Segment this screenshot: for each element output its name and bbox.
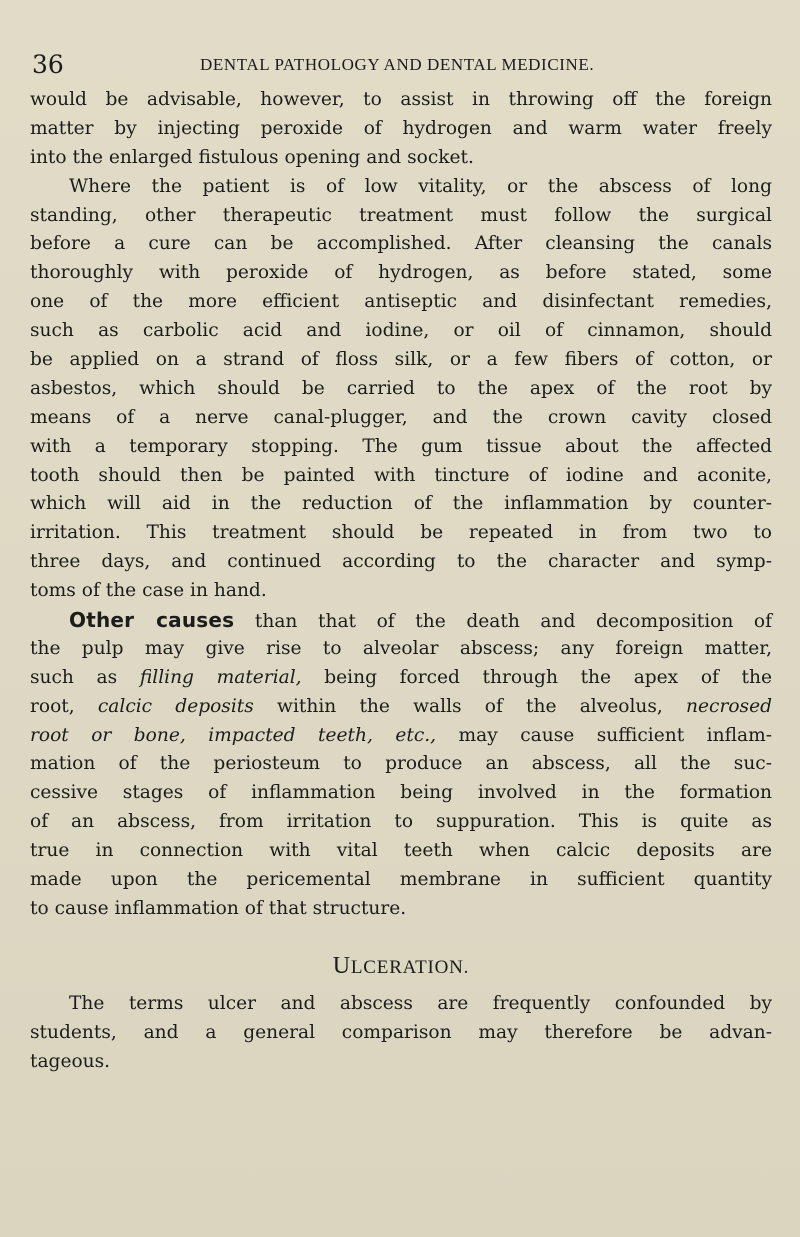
text-line: cessive stages of inflammation being involved in the formation [30,782,772,804]
text-line: toms of the case in hand. [30,580,267,602]
text-line: such as carbolic acid and iodine, or oil of cinnamon, should [30,320,772,342]
text-line: into the enlarged fistulous opening and socket. [30,146,474,168]
paragraph [30,990,772,1077]
text-line: before a cure can be accomplished. After cleansing the canals [30,233,772,255]
text-line [30,722,772,751]
italic-term: calcic deposits [97,695,254,717]
text-run: such as [30,666,140,688]
paragraph [30,173,772,606]
italic-term: filling material, [139,666,302,688]
page-number: 36 [32,50,64,79]
text-line: to cause inflammation of that structure. [30,897,407,919]
text-line [30,693,772,722]
text-line [30,606,772,635]
italic-term: root or bone, impacted teeth, etc., [30,724,437,746]
text-line: of an abscess, from irritation to suppuration. This is quite as [30,811,772,833]
text-line: tageous. [30,1050,111,1072]
text-line: be applied on a strand of floss silk, or a few fibers of cotton, or [30,349,772,371]
text-run: root, [30,695,98,717]
text-run: may cause sufficient inflam- [436,724,772,746]
section-heading [30,952,772,981]
text-line: thoroughly with peroxide of hydrogen, as before stated, some [30,262,772,284]
text-line: the pulp may give rise to alveolar abscess; any foreign matter, [30,637,772,659]
text-line: would be advisable, however, to assist in throwing off the foreign [30,89,772,110]
text-line: irritation. This treatment should be repeated in from two to [30,522,772,544]
text-line: matter by injecting peroxide of hydrogen and warm water freely [30,117,772,139]
body-text [30,86,772,1076]
lead-in-phrase: Other causes [69,608,235,633]
heading-rest: LCERATION. [350,956,470,978]
paragraph [30,606,772,924]
text-line [30,664,772,693]
paragraph [30,86,772,173]
text-run: within the walls of the alveolus, [253,695,687,717]
text-line: means of a nerve canal-plugger, and the crown cavity closed [30,406,772,428]
text-line: Where the patient is of low vitality, or the abscess of long [69,175,772,197]
heading-initial: U [332,952,351,979]
text-line: which will aid in the reduction of the inflammation by counter- [30,493,772,515]
text-line: one of the more efficient antiseptic and disinfectant remedies, [30,291,772,313]
text-line: made upon the pericemental membrane in sufficient quantity [30,869,772,891]
text-run: than that of the death and decomposition of [234,611,772,633]
text-line: mation of the periosteum to produce an abscess, all the suc- [30,753,772,775]
text-line: true in connection with vital teeth when calcic deposits are [30,840,772,862]
text-line: asbestos, which should be carried to the apex of the root by [30,377,772,399]
text-run: being forced through the apex of the [301,666,772,688]
italic-term: necrosed [686,695,772,717]
text-line: The terms ulcer and abscess are frequently confounded by [69,992,772,1014]
text-line: standing, other therapeutic treatment must follow the surgical [30,204,772,226]
running-title: DENTAL PATHOLOGY AND DENTAL MEDICINE. [200,55,595,74]
text-line: with a temporary stopping. The gum tissue about the affected [30,435,772,457]
text-line: three days, and continued according to the character and symp- [30,551,772,573]
text-line: students, and a general comparison may therefore be advan- [30,1021,772,1043]
text-line: tooth should then be painted with tincture of iodine and aconite, [30,464,772,486]
